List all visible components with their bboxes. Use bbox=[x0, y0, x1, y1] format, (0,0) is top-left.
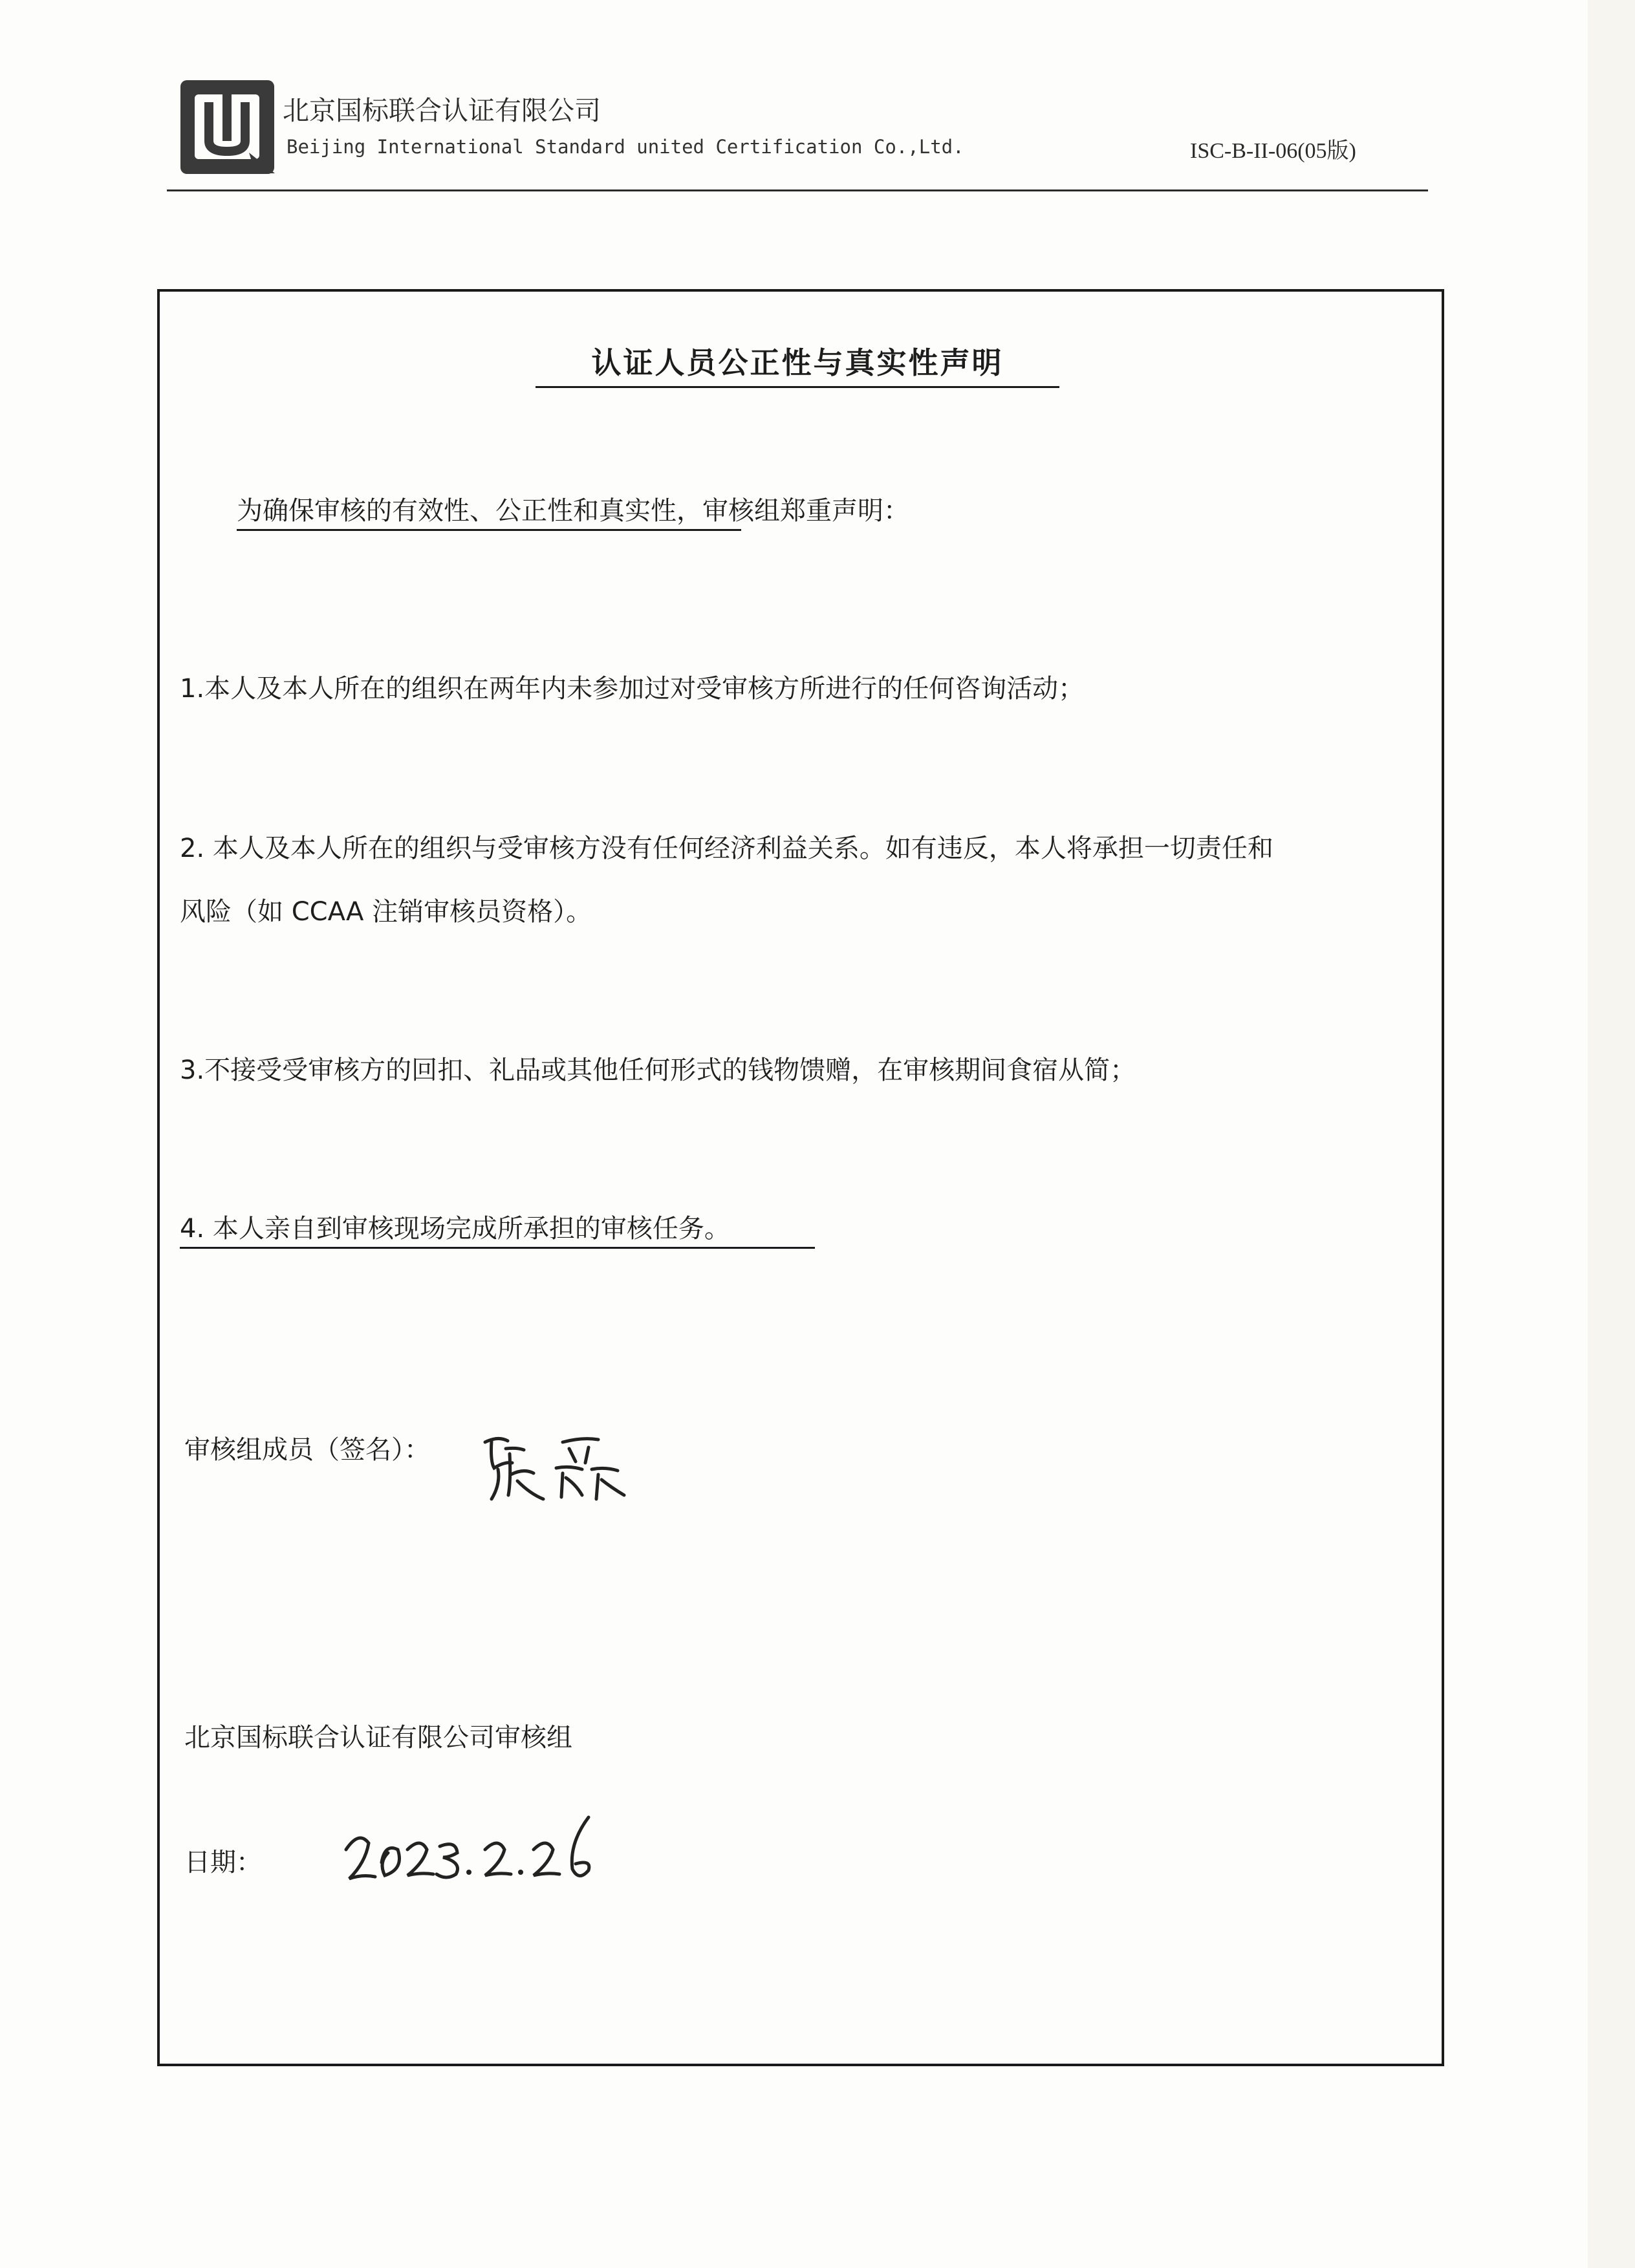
audit-team-org: 北京国标联合认证有限公司审核组 bbox=[184, 1723, 572, 1753]
date-label: 日期： bbox=[184, 1848, 262, 1877]
intro-text: 为确保审核的有效性、公正性和真实性，审核组郑重声明： bbox=[237, 496, 909, 526]
form-title: 认证人员公正性与真实性声明 bbox=[536, 340, 1059, 388]
isc-logo-icon bbox=[178, 76, 278, 180]
company-name-en: Beijing International Standard united Certification Co.,Ltd. bbox=[287, 136, 964, 158]
company-name-cn: 北京国标联合认证有限公司 bbox=[283, 95, 601, 126]
declaration-item-2-cont: 风险（如 CCAA 注销审核员资格）。 bbox=[180, 897, 592, 927]
declaration-item-1: 1.本人及本人所在的组织在两年内未参加过对受审核方所进行的任何咨询活动； bbox=[180, 674, 1085, 704]
declaration-item-4: 4. 本人亲自到审核现场完成所承担的审核任务。 bbox=[180, 1216, 815, 1249]
header-divider bbox=[167, 189, 1428, 191]
page-edge-strip bbox=[1588, 0, 1635, 2268]
declaration-item-2: 2. 本人及本人所在的组织与受审核方没有任何经济利益关系。如有违反，本人将承担一切责任和 bbox=[180, 834, 1273, 863]
signature-label: 审核组成员（签名）： bbox=[184, 1435, 430, 1465]
handwritten-signature bbox=[472, 1423, 640, 1507]
intro-text-underlined bbox=[237, 496, 909, 531]
declaration-frame bbox=[157, 289, 1444, 2066]
declaration-item-3: 3.不接受受审核方的回扣、礼品或其他任何形式的钱物馈赠，在审核期间食宿从简； bbox=[180, 1055, 1136, 1085]
document-code: ISC-B-II-06(05版) bbox=[1190, 139, 1356, 163]
handwritten-date bbox=[340, 1811, 598, 1895]
